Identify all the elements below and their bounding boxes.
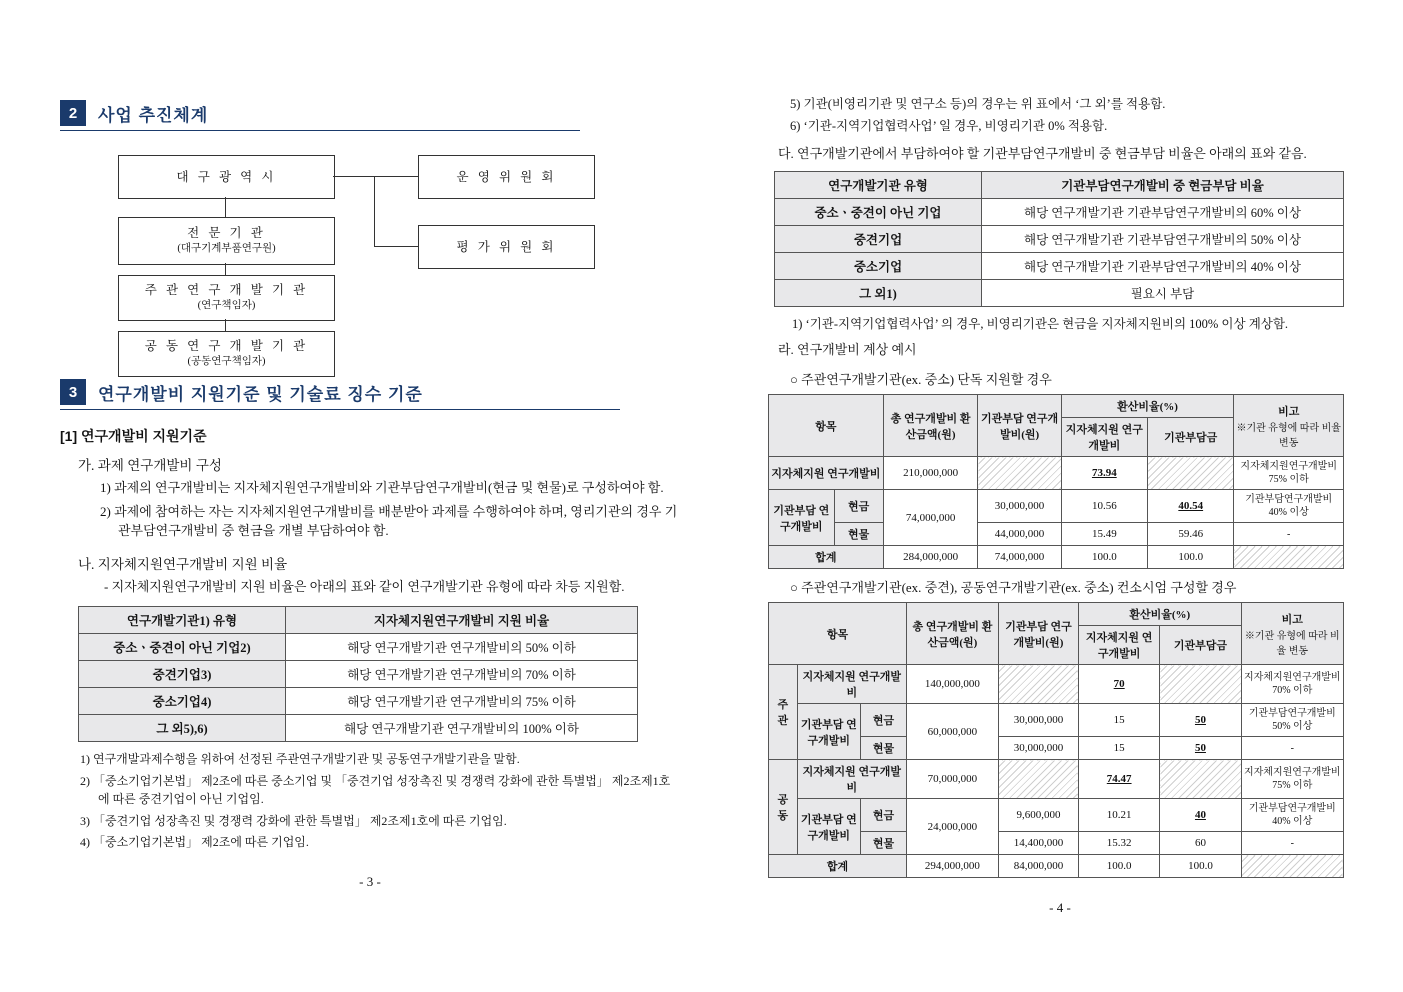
cell-label: 지자체지원 연구개발비 [797,760,906,799]
org-node-joint-institution [118,331,335,377]
org-connector [374,176,375,246]
cell-type: 중소기업4) [79,688,286,715]
cell-sublabel: 현물 [834,523,883,546]
cell-type: 중소기업 [775,253,982,280]
table-row-total [769,546,1344,569]
footnote-1: 1) 연구개발과제수행을 위하여 선정된 주관연구개발기관 및 공동연구개발기관을 말함. [80,752,520,766]
cell-sublabel: 현금 [834,490,883,523]
cell-group-joint: 공 동 [769,760,798,855]
cell-org: 30,000,000 [998,704,1078,737]
cell-total: 284,000,000 [883,546,978,569]
cell-label: 기관부담 연구개발비 [797,799,860,855]
item-ga-1: 1) 과제의 연구개발비는 지자체지원연구개발비와 기관부담연구개발비(현금 및 현물)로 구성하여야 함. [100,480,664,495]
cell-group-main: 주 관 [769,665,798,760]
item-ga-2: 2) 과제에 참여하는 자는 지자체지원연구개발비를 배분받아 과제를 수행하여야 하며, 영리기관의 경우 기관부담연구개발비 중 현금을 개별 부담하여야 함. [100,503,678,538]
table-header-row [769,395,1344,418]
cell-remark: 지자체지원연구개발비 70% 이하 [1241,665,1343,704]
budget-example-single-table [768,394,1344,569]
org-node-joint-institution-sub: (공동연구책임자) [187,356,266,368]
org-node-joint-institution-label: 공 동 연 구 개 발 기 관 [144,339,309,354]
cell-ratio: 해당 연구개발기관 연구개발비의 100% 이하 [286,715,638,742]
cell-ratio-local: 15.49 [1061,523,1147,546]
cell-ratio-org: 59.46 [1148,523,1234,546]
section-3-rule [60,409,620,410]
item-ra: 라. 연구개발비 계상 예시 [778,341,917,357]
th-org-burden: 기관부담 연구개발비(원) [998,603,1078,665]
right-page-number: - 4 - [1049,900,1071,916]
table-row-total [769,855,1344,878]
footnote-6: 6) ‘기관-지역기업협력사업’ 일 경우, 비영리기관 0% 적용함. [790,118,1108,133]
table-header-row [775,172,1344,199]
cell-ratio-org: 40.54 [1148,490,1234,523]
cell-ratio: 해당 연구개발기관 연구개발비의 70% 이하 [286,661,638,688]
cell-remark: - [1234,523,1344,546]
table-row [775,280,1344,307]
table-row [769,490,1344,523]
cell-label: 지자체지원 연구개발비 [769,457,884,490]
cell-ratio-org: 50 [1160,737,1241,760]
case-2-label: ○ 주관연구개발기관(ex. 중견), 공동연구개발기관(ex. 중소) 컨소시엄 구성할 경우 [790,580,1237,596]
cell-label: 기관부담 연구개발비 [797,704,860,760]
budget-example-consortium-table [768,602,1344,878]
org-node-specialized-agency-sub: (대구기계부품연구원) [177,243,276,255]
cell-ratio-org: 100.0 [1160,855,1241,878]
th-remark-sub: ※기관 유형에 따라 비율 변동 [1236,422,1341,449]
cell-total: 60,000,000 [906,704,998,760]
cell-sublabel: 현금 [860,704,906,737]
table-row [775,199,1344,226]
th-remark-main: 비고 [1281,613,1303,626]
section-2-header [60,100,680,126]
item-ga: 가. 과제 연구개발비 구성 [78,458,222,473]
cell-ratio-local: 15 [1079,737,1160,760]
th-org-burden: 기관부담 연구개발비(원) [978,395,1061,457]
th-item: 항목 [769,603,907,665]
th-cash-ratio: 기관부담연구개발비 중 현금부담 비율 [982,172,1344,199]
cell-ratio-local: 10.56 [1061,490,1147,523]
cell-ratio-org: 60 [1160,832,1241,855]
table-row [79,634,638,661]
cell-ratio: 필요시 부담 [982,280,1344,307]
org-node-specialized-agency [118,217,335,265]
org-node-lead-institution-label: 주 관 연 구 개 발 기 관 [144,283,309,298]
org-node-evaluation-committee-label: 평 가 위 원 회 [456,239,557,254]
cell-ratio-local: 100.0 [1079,855,1160,878]
section-2-title: 사업 추진체계 [98,105,209,125]
cell-remark: - [1241,737,1343,760]
cell-remark: 기관부담연구개발비 40% 이상 [1241,799,1343,832]
cell-remark: - [1241,832,1343,855]
support-ratio-table [78,606,638,742]
org-chart [60,145,680,375]
cell-ratio-local: 100.0 [1061,546,1147,569]
cell-ratio: 해당 연구개발기관 연구개발비의 75% 이하 [286,688,638,715]
cell-hatched [1241,855,1343,878]
cell-remark: 기관부담연구개발비 50% 이상 [1241,704,1343,737]
org-node-specialized-agency-label: 전 문 기 관 [187,226,266,241]
item-da: 다. 연구개발기관에서 부담하여야 할 기관부담연구개발비 중 현금부담 비율은 아래의 표와 같음. [778,145,1307,161]
th-remark [1234,395,1344,457]
org-node-evaluation-committee [418,225,595,269]
th-ratio-group: 환산비율(%) [1079,603,1242,626]
cell-type: 중견기업3) [79,661,286,688]
cell-ratio: 해당 연구개발기관 기관부담연구개발비의 60% 이상 [982,199,1344,226]
cell-total: 74,000,000 [883,490,978,546]
table-row [769,704,1344,737]
cell-sublabel: 현물 [860,832,906,855]
section-3-title: 연구개발비 지원기준 및 기술료 징수 기준 [98,384,423,404]
cell-hatched [1160,665,1241,704]
table-row [775,226,1344,253]
cell-sublabel: 현물 [860,737,906,760]
item-na: 나. 지자체지원연구개발비 지원 비율 [78,556,288,572]
th-remark [1241,603,1343,665]
table-header-row [79,607,638,634]
section-3-number: 3 [60,379,86,405]
cell-remark: 지자체지원연구개발비 75% 이하 [1234,457,1344,490]
cell-total: 294,000,000 [906,855,998,878]
org-node-city-label: 대 구 광 역 시 [176,169,277,184]
cell-org: 14,400,000 [998,832,1078,855]
table-row [769,760,1344,799]
th-total: 총 연구개발비 환산금액(원) [906,603,998,665]
cell-ratio-local: 74.47 [1079,760,1160,799]
cell-total: 24,000,000 [906,799,998,855]
item-na-1: - 지자체지원연구개발비 지원 비율은 아래의 표와 같이 연구개발기관 유형에 따라 차등 지원함. [104,578,625,594]
cell-type: 중소ㆍ중견이 아닌 기업 [775,199,982,226]
table-header-row [769,603,1344,626]
cell-ratio-local: 15.32 [1079,832,1160,855]
org-node-city [118,155,335,199]
footnote-da-1: 1) ‘기관-지역기업협력사업’ 의 경우, 비영리기관은 현금을 지자체지원비의 100% 이상 계상함. [792,317,1289,331]
cell-label: 기관부담 연구개발비 [769,490,835,546]
right-column [760,0,1360,916]
table-row [769,523,1344,546]
cell-type: 그 외5),6) [79,715,286,742]
table-row [79,688,638,715]
th-total: 총 연구개발비 환산금액(원) [883,395,978,457]
org-connector [333,176,418,177]
cell-ratio-local: 15 [1079,704,1160,737]
cell-org: 9,600,000 [998,799,1078,832]
subsection-1-title: [1] 연구개발비 지원기준 [60,428,207,444]
th-remark-main: 비고 [1278,405,1300,418]
table-row [79,715,638,742]
table-row [769,457,1344,490]
left-column [60,0,680,890]
org-node-lead-institution [118,275,335,321]
table-row [769,799,1344,832]
cell-total: 210,000,000 [883,457,978,490]
org-connector [225,197,226,217]
section-2-number: 2 [60,100,86,126]
cell-label: 합계 [769,546,884,569]
cell-ratio: 해당 연구개발기관 연구개발비의 50% 이하 [286,634,638,661]
cell-org: 30,000,000 [978,490,1061,523]
cell-hatched [998,665,1078,704]
cell-label: 지자체지원 연구개발비 [797,665,906,704]
case-1-label: ○ 주관연구개발기관(ex. 중소) 단독 지원할 경우 [790,372,1052,388]
cell-org: 44,000,000 [978,523,1061,546]
cell-ratio-org: 40 [1160,799,1241,832]
footnote-2: 2) 「중소기업기본법」 제2조에 따른 중소기업 및 「중견기업 성장촉진 및 경쟁력 강화에 관한 특별법」 제2조제1호에 따른 중견기업이 아닌 기업임. [80,773,671,807]
footnote-4: 4) 「중소기업기본법」 제2조에 따른 기업임. [80,835,309,850]
table-row [79,661,638,688]
footnote-3: 3) 「중견기업 성장촉진 및 경쟁력 강화에 관한 특별법」 제2조제1호에 따른 기업임. [80,813,507,828]
th-ratio-group: 환산비율(%) [1061,395,1234,418]
cell-hatched [1148,457,1234,490]
cell-label: 합계 [769,855,907,878]
section-2-rule [60,130,580,131]
cell-hatched [978,457,1061,490]
cell-total: 140,000,000 [906,665,998,704]
org-connector [225,319,226,331]
cell-remark: 기관부담연구개발비 40% 이상 [1234,490,1344,523]
cell-type: 중소ㆍ중견이 아닌 기업2) [79,634,286,661]
cell-hatched [998,760,1078,799]
cash-ratio-table [774,171,1344,307]
th-remark-sub: ※기관 유형에 따라 비율 변동 [1244,630,1340,657]
cell-total: 70,000,000 [906,760,998,799]
org-connector [225,263,226,275]
th-item: 항목 [769,395,884,457]
cell-ratio-local: 73.94 [1061,457,1147,490]
cell-org: 84,000,000 [998,855,1078,878]
cell-remark: 지자체지원연구개발비 75% 이하 [1241,760,1343,799]
cell-ratio: 해당 연구개발기관 기관부담연구개발비의 50% 이상 [982,226,1344,253]
cell-ratio: 해당 연구개발기관 기관부담연구개발비의 40% 이상 [982,253,1344,280]
cell-hatched [1160,760,1241,799]
cell-sublabel: 현금 [860,799,906,832]
org-node-lead-institution-sub: (연구책임자) [197,300,256,312]
cell-org: 74,000,000 [978,546,1061,569]
th-ratio-local: 지자체지원 연구개발비 [1061,418,1147,457]
org-connector [374,246,418,247]
footnote-5: 5) 기관(비영리기관 및 연구소 등)의 경우는 위 표에서 ‘그 외’를 적용함. [790,97,1166,111]
org-node-steering-committee [418,155,595,199]
section-3-header [60,379,680,405]
left-page-number: - 3 - [359,873,381,889]
th-ratio-local: 지자체지원 연구개발비 [1079,626,1160,665]
th-institution-type: 연구개발기관1) 유형 [79,607,286,634]
cell-type: 중견기업 [775,226,982,253]
th-ratio-org: 기관부담금 [1148,418,1234,457]
cell-type: 그 외1) [775,280,982,307]
table-row [769,665,1344,704]
cell-ratio-org: 50 [1160,704,1241,737]
cell-ratio-local: 10.21 [1079,799,1160,832]
table-row [775,253,1344,280]
th-support-ratio: 지자체지원연구개발비 지원 비율 [286,607,638,634]
th-institution-type: 연구개발기관 유형 [775,172,982,199]
th-ratio-org: 기관부담금 [1160,626,1241,665]
cell-ratio-org: 100.0 [1148,546,1234,569]
org-node-steering-committee-label: 운 영 위 원 회 [456,169,557,184]
cell-org: 30,000,000 [998,737,1078,760]
cell-ratio-local: 70 [1079,665,1160,704]
cell-hatched [1234,546,1344,569]
